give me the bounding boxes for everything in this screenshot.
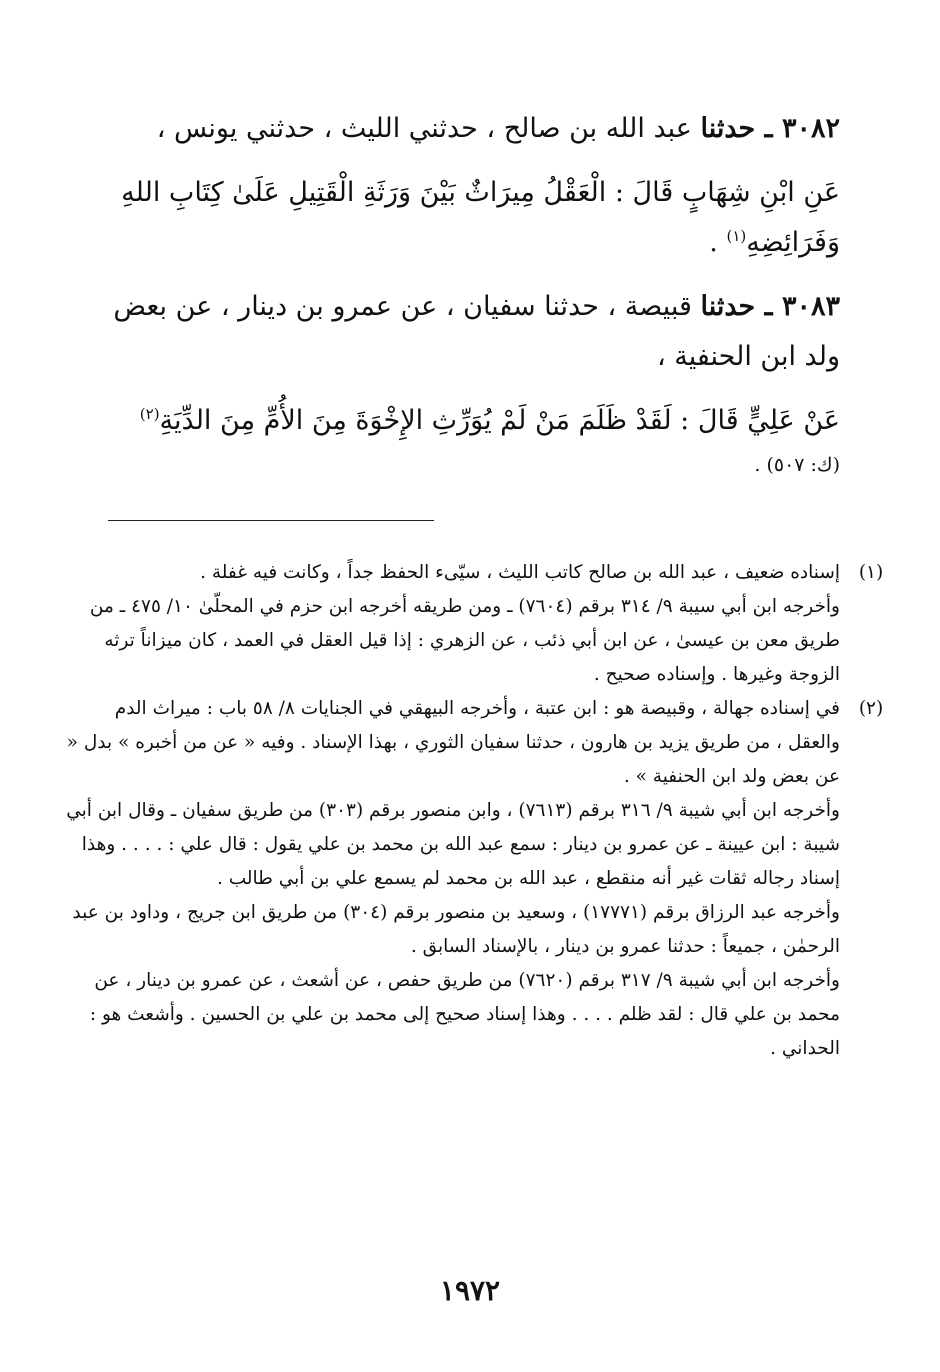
- matn-text: عَنْ عَلِيٍّ قَالَ : لَقَدْ ظَلَمَ مَنْ لَمْ يُوَرِّثِ الإِخْوَةَ مِنَ الأُمِّ مِنَ الدِّيَةِ: [159, 405, 840, 436]
- hadith-number: ٣٠٨٢: [781, 113, 840, 144]
- footnote-paragraph: إسناده ضعيف ، عبد الله بن صالح كاتب الليث ، سيّىء الحفظ جداً ، وكانت فيه غفلة .: [200, 562, 840, 583]
- hadith-3083-matn: [105, 396, 840, 446]
- page-number: ١٩٧٢: [439, 1274, 501, 1307]
- hadith-number: ٣٠٨٣: [781, 291, 840, 322]
- footnote-marker: (١): [858, 562, 884, 583]
- hadith-text: [105, 104, 840, 490]
- haddathana: حدثنا: [700, 113, 756, 144]
- footnote-paragraph: وأخرجه ابن أبي شيبة ٩/ ٣١٧ برقم (٧٦٢٠) من طريق حفص ، عن أشعث ، عن عمرو بن دينار ، عن محمد بن علي قال : لقد ظلم . . . . وهذا إسناد صحيح إلى محمد بن علي بن الحسين . وأشعث هو : الحداني .: [89, 970, 840, 1059]
- footnote-2: [60, 692, 884, 1066]
- footnote-paragraph: في إسناده جهالة ، وقبيصة هو : ابن عتبة ، وأخرجه البيهقي في الجنايات ٨/ ٥٨ باب : ميراث الدم والعقل ، من طريق يزيد بن هارون ، حدثنا سفيان الثوري ، بهذا الإسناد . وفيه « عن من أخبره » بدل « عن بعض ولد ابن الحنفية » .: [66, 698, 840, 787]
- footnote-marker: (٢): [858, 698, 884, 719]
- hadith-3082-isnad: ٣٠٨٢ ـ حدثنا عبد الله بن صالح ، حدثني الليث ، حدثني يونس ،: [156, 113, 840, 144]
- footnote-paragraph: وأخرجه ابن أبي شيبة ٩/ ٣١٦ برقم (٧٦١٣) ، وابن منصور برقم (٣٠٣) من طريق سفيان ـ وقال ابن أبي شيبة : ابن عيينة ـ عن عمرو بن دينار : سمع عبد الله بن محمد بن علي يقول : قال علي : . . . . وهذا إسناد رجاله ثقات غير أنه منقطع ، عبد الله بن محمد لم يسمع علي بن أبي طالب .: [66, 800, 840, 889]
- footnote-divider: [108, 520, 434, 521]
- hadith-3083-isnad: ٣٠٨٣ ـ حدثنا قبيصة ، حدثنا سفيان ، عن عمرو بن دينار ، عن بعض ولد ابن الحنفية ،: [113, 291, 840, 372]
- footnote-ref: (٢): [139, 405, 160, 423]
- hadith-3082-matn: عَنِ ابْنِ شِهَابٍ قَالَ : الْعَقْلُ مِيرَاثٌ بَيْنَ وَرَثَةِ الْقَتِيلِ عَلَىٰ كِتَابِ اللهِ وَفَرَائِضِهِ$^{(١)}$ .: [121, 177, 840, 258]
- footnote-paragraph: وأخرجه ابن أبي سيبة ٩/ ٣١٤ برقم (٧٦٠٤) ـ ومن طريقه أخرجه ابن حزم في المحلّىٰ ١٠/ ٤٧٥ ـ من طريق معن بن عيسىٰ ، عن ابن أبي ذئب ، عن الزهري : إذا قيل العقل في العمد ، كان ميزاناً ترثه الزوجة وغيرها . وإسناده صحيح .: [89, 596, 840, 685]
- kaf-reference: (ك: ٥٠٧) .: [754, 454, 840, 476]
- haddathana: حدثنا: [700, 291, 756, 322]
- isnad-text: قبيصة ، حدثنا سفيان ، عن عمرو بن دينار ، عن بعض ولد ابن الحنفية ،: [113, 291, 840, 372]
- footnote-paragraph: وأخرجه عبد الرزاق برقم (١٧٧٧١) ، وسعيد بن منصور برقم (٣٠٤) من طريق ابن جريج ، وداود بن عبد الرحمٰن ، جميعاً : حدثنا عمرو بن دينار ، بالإسناد السابق .: [72, 902, 840, 957]
- footnote-1: [60, 556, 884, 692]
- matn-text: عَنِ ابْنِ شِهَابٍ قَالَ : الْعَقْلُ مِيرَاثٌ بَيْنَ وَرَثَةِ الْقَتِيلِ عَلَىٰ كِتَابِ اللهِ وَفَرَائِضِهِ: [121, 177, 840, 258]
- footnotes: [60, 556, 884, 1066]
- footnote-ref: (١): [726, 227, 747, 245]
- isnad-text: عبد الله بن صالح ، حدثني الليث ، حدثني يونس ،: [156, 113, 701, 144]
